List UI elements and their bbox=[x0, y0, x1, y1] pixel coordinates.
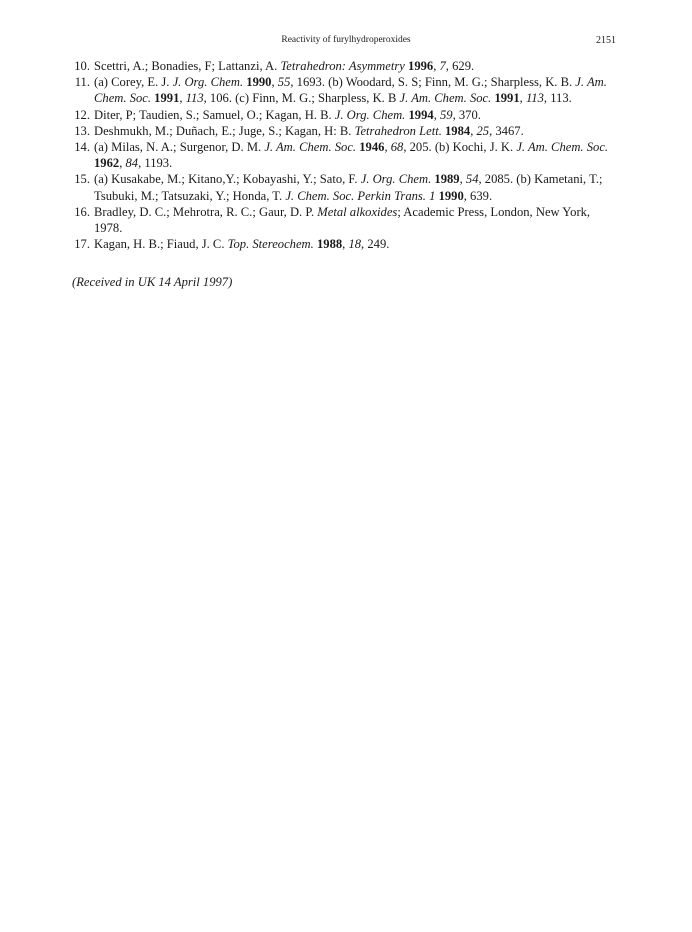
reference-number: 14. bbox=[74, 140, 90, 155]
bold-text: 1962 bbox=[94, 156, 120, 171]
reference-segment: (a) Corey, E. J. bbox=[94, 75, 173, 90]
reference-number: 15. bbox=[74, 172, 90, 187]
reference-segment: Scettri, A.; Bonadies, F; Lattanzi, A. bbox=[94, 59, 281, 73]
reference-segment: , 249. bbox=[361, 237, 390, 252]
italic-text: 54 bbox=[465, 172, 479, 187]
reference-segment: , 2085. (b) Kametani, T.; Tsubuki, M.; Tatsuzaki, Y.; Honda, T. bbox=[94, 172, 603, 203]
reference-text bbox=[94, 236, 620, 252]
reference-segment: , 370. bbox=[452, 107, 481, 122]
italic-text: J. Am. Chem. Soc. bbox=[399, 91, 492, 106]
bold-text: 1989 bbox=[434, 172, 460, 187]
bold-text: 1984 bbox=[445, 123, 471, 138]
reference-segment: (a) Kusakabe, M.; Kitano,Y.; Kobayashi, Y.; Sato, F. bbox=[94, 172, 361, 187]
reference-segment: Deshmukh, M.; Duñach, E.; Juge, S.; Kagan, H: B. bbox=[94, 123, 355, 138]
reference-segment: , 106. (c) Finn, M. G.; Sharpless, K. B bbox=[203, 91, 400, 106]
italic-text: Metal alkoxides bbox=[317, 204, 398, 219]
bold-text: 1946 bbox=[359, 140, 385, 155]
reference-segment: , 1193. bbox=[138, 156, 173, 171]
reference-number: 13. bbox=[74, 123, 90, 138]
italic-text: Tetrahedron Lett. bbox=[354, 123, 442, 138]
italic-text: J. Org. Chem. bbox=[172, 75, 244, 90]
reference-segment: , 113. bbox=[543, 91, 572, 106]
reference-segment: , bbox=[342, 237, 349, 252]
bold-text: 1991 bbox=[154, 91, 180, 106]
reference-number: 10. bbox=[74, 59, 90, 73]
italic-text: 113 bbox=[525, 91, 544, 106]
bold-text: 1994 bbox=[408, 107, 434, 122]
bold-text: 1988 bbox=[316, 237, 343, 252]
reference-segment: Kagan, H. B.; Fiaud, J. C. bbox=[94, 237, 228, 252]
reference-list bbox=[76, 58, 620, 252]
reference-segment: , bbox=[271, 75, 278, 90]
reference-item bbox=[76, 74, 620, 106]
reference-segment: Bradley, D. C.; Mehrotra, R. C.; Gaur, D. P. bbox=[94, 204, 318, 219]
italic-text: J. Am. Chem. Soc. bbox=[94, 75, 607, 106]
running-title: Reactivity of furylhydroperoxides bbox=[281, 35, 411, 45]
reference-segment: , bbox=[384, 140, 391, 155]
reference-segment: , bbox=[459, 172, 466, 187]
reference-segment: , 1693. (b) Woodard, S. S; Finn, M. G.; Sharpless, K. B. bbox=[290, 75, 576, 90]
italic-text: Tetrahedron: Asymmetry bbox=[280, 59, 405, 73]
reference-segment: , bbox=[119, 156, 126, 171]
reference-segment: , bbox=[179, 91, 186, 106]
reference-segment: , bbox=[470, 123, 477, 138]
reference-segment: Diter, P; Taudien, S.; Samuel, O.; Kagan, H. B. bbox=[94, 107, 335, 122]
italic-text: J. Org. Chem. bbox=[334, 107, 406, 122]
reference-number: 17. bbox=[74, 237, 90, 252]
reference-segment: , bbox=[433, 59, 440, 73]
italic-text: 113 bbox=[185, 91, 204, 106]
reference-number: 11. bbox=[74, 75, 90, 90]
received-note: (Received in UK 14 April 1997) bbox=[72, 275, 233, 289]
reference-segment: , 3467. bbox=[489, 123, 524, 138]
reference-text bbox=[94, 74, 620, 106]
italic-text: 59 bbox=[439, 107, 453, 122]
italic-text: 68 bbox=[390, 140, 404, 155]
reference-segment: , bbox=[519, 91, 526, 106]
reference-item bbox=[76, 107, 620, 123]
italic-text: J. Org. Chem. bbox=[360, 172, 432, 187]
page-number: 2151 bbox=[596, 35, 616, 46]
reference-text bbox=[94, 58, 620, 74]
reference-segment: , bbox=[433, 107, 440, 122]
bold-text: 1996 bbox=[408, 59, 434, 73]
reference-item bbox=[76, 236, 620, 252]
italic-text: J. Chem. Soc. Perkin Trans. 1 bbox=[285, 188, 436, 203]
bold-text: 1991 bbox=[494, 91, 520, 106]
reference-text bbox=[94, 123, 620, 139]
reference-segment: ; Academic Press, London, New York, 1978. bbox=[94, 204, 591, 236]
reference-item bbox=[76, 58, 620, 74]
reference-number: 16. bbox=[74, 204, 90, 219]
italic-text: J. Am. Chem. Soc. bbox=[264, 140, 357, 155]
running-head bbox=[76, 35, 616, 49]
italic-text: 7 bbox=[439, 59, 446, 73]
reference-item bbox=[76, 123, 620, 139]
italic-text: Top. Stereochem. bbox=[227, 237, 314, 252]
reference-segment: , 629. bbox=[445, 59, 475, 73]
reference-text bbox=[94, 204, 620, 236]
reference-item bbox=[76, 171, 620, 203]
italic-text: 18 bbox=[348, 237, 362, 252]
italic-text: 55 bbox=[277, 75, 291, 90]
italic-text: 25 bbox=[476, 123, 490, 138]
reference-segment: (a) Milas, N. A.; Surgenor, D. M. bbox=[94, 140, 265, 155]
bold-text: 1990 bbox=[438, 188, 464, 203]
bold-text: 1990 bbox=[246, 75, 272, 90]
reference-text bbox=[94, 171, 620, 203]
reference-segment: , 639. bbox=[463, 188, 493, 203]
reference-text bbox=[94, 139, 620, 171]
reference-item bbox=[76, 139, 620, 171]
reference-item bbox=[76, 204, 620, 236]
italic-text: 84 bbox=[125, 156, 139, 171]
italic-text: J. Am. Chem. Soc. bbox=[516, 140, 609, 155]
reference-text bbox=[94, 107, 620, 123]
reference-segment: , 205. (b) Kochi, J. K. bbox=[403, 140, 517, 155]
reference-number: 12. bbox=[74, 107, 90, 122]
